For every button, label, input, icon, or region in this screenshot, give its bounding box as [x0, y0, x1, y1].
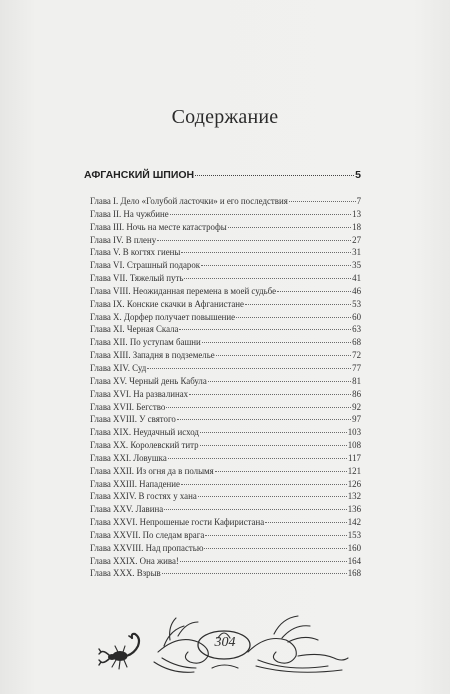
- dot-leader: [228, 227, 351, 228]
- dot-leader: [265, 522, 347, 523]
- dot-leader: [200, 445, 347, 446]
- chapter-page: 97: [352, 414, 361, 425]
- toc-entry: [90, 221, 361, 234]
- palm-vine-ornament: [154, 616, 348, 672]
- chapter-title: Глава X. Дорфер получает повышение: [90, 311, 236, 322]
- toc-entry: [90, 452, 361, 465]
- chapter-page: 126: [347, 478, 361, 489]
- dot-leader: [195, 175, 354, 176]
- dot-leader: [216, 355, 351, 356]
- chapter-page: 132: [347, 491, 361, 502]
- page-number: 304: [214, 635, 236, 650]
- toc-section-heading: [84, 169, 361, 181]
- toc-entry: [90, 465, 361, 478]
- dot-leader: [208, 381, 351, 382]
- section-label: АФГАНСКИЙ ШПИОН: [84, 169, 195, 181]
- chapter-title: Глава XXIX. Она жива!: [90, 555, 179, 566]
- chapter-page: 41: [352, 273, 361, 284]
- toc-entry: [90, 516, 361, 529]
- chapter-page: 72: [352, 350, 361, 361]
- chapter-title: Глава I. Дело «Голубой ласточки» и его последствия: [90, 196, 288, 206]
- chapter-title: Глава IV. В плену: [90, 234, 157, 245]
- toc-entry: [90, 490, 361, 503]
- chapter-title: Глава XXV. Лавина: [90, 504, 164, 515]
- chapter-page: 35: [352, 260, 361, 271]
- chapter-title: Глава XVI. На развалинах: [90, 388, 189, 399]
- dot-leader: [181, 484, 347, 485]
- chapter-page: 46: [352, 285, 361, 296]
- dot-leader: [289, 201, 356, 202]
- chapter-title: Глава XXI. Ловушка: [90, 452, 167, 463]
- dot-leader: [166, 407, 351, 408]
- chapter-page: 53: [352, 298, 361, 309]
- chapter-page: 7: [356, 196, 361, 206]
- chapter-title: Глава XXVI. Непрошеные гости Кафиристана: [90, 517, 265, 528]
- chapter-title: Глава VIII. Неожиданная перемена в моей судьбе: [90, 285, 277, 296]
- chapter-page: 136: [347, 504, 361, 515]
- chapter-page: 27: [352, 234, 361, 245]
- dot-leader: [147, 368, 351, 369]
- dot-leader: [200, 432, 347, 433]
- dot-leader: [181, 252, 351, 253]
- toc-entry: [90, 323, 361, 336]
- toc-entry: [90, 234, 361, 247]
- toc-entry: [90, 503, 361, 516]
- toc-entry: [90, 362, 361, 375]
- chapter-title: Глава XXIV. В гостях у хана: [90, 491, 197, 502]
- toc-entry: [90, 478, 361, 491]
- toc-entry: [90, 285, 361, 298]
- chapter-title: Глава II. На чужбине: [90, 208, 169, 219]
- section-page: 5: [355, 169, 361, 181]
- dot-leader: [162, 573, 347, 574]
- dot-leader: [164, 509, 347, 510]
- dot-leader: [205, 535, 346, 536]
- toc-entry: [90, 426, 361, 439]
- chapter-title: Глава XVIII. У святого: [90, 414, 176, 425]
- dot-leader: [179, 329, 351, 330]
- toc-entry: [90, 349, 361, 362]
- chapter-page: 153: [347, 529, 361, 540]
- chapter-title: Глава IX. Конские скачки в Афганистане: [90, 298, 244, 309]
- toc-entry: [90, 375, 361, 388]
- scorpion-icon: [99, 634, 139, 669]
- toc-entry: [90, 555, 361, 568]
- dot-leader: [201, 265, 351, 266]
- toc-entry: [90, 272, 361, 285]
- chapter-page: 13: [352, 208, 361, 219]
- dot-leader: [184, 278, 351, 279]
- chapter-title: Глава XVII. Бегство: [90, 401, 166, 412]
- toc-entry: [90, 567, 361, 580]
- dot-leader: [157, 240, 351, 241]
- dot-leader: [202, 342, 351, 343]
- chapter-title: Глава XI. Черная Скала: [90, 324, 179, 335]
- toc-entry: [90, 246, 361, 259]
- chapter-page: 121: [347, 465, 361, 476]
- chapter-title: Глава XXVIII. Над пропастью: [90, 542, 204, 553]
- chapter-page: 81: [352, 375, 361, 386]
- toc-entry: [90, 298, 361, 311]
- chapter-title: Глава XXVII. По следам врага: [90, 529, 205, 540]
- dot-leader: [177, 419, 351, 420]
- chapter-page: 63: [352, 324, 361, 335]
- chapter-title: Глава XIX. Неудачный исход: [90, 427, 199, 438]
- toc-entry: [90, 195, 361, 208]
- toc-entry: [90, 208, 361, 221]
- dot-leader: [215, 471, 347, 472]
- chapter-page: 18: [352, 221, 361, 232]
- chapter-title: Глава VII. Тяжелый путь: [90, 273, 184, 284]
- chapter-title: Глава XX. Королевский титр: [90, 440, 199, 451]
- chapter-page: 60: [352, 311, 361, 322]
- chapter-page: 108: [347, 440, 361, 451]
- toc-entry: [90, 439, 361, 452]
- toc-entry: [90, 388, 361, 401]
- toc-entry: [90, 311, 361, 324]
- chapter-page: 103: [347, 427, 361, 438]
- chapter-page: 160: [347, 542, 361, 553]
- dot-leader: [245, 304, 351, 305]
- chapter-page: 117: [348, 452, 361, 463]
- dot-leader: [198, 496, 347, 497]
- chapter-page: 68: [352, 337, 361, 348]
- toc-entry: [90, 259, 361, 272]
- toc-entry: [90, 529, 361, 542]
- toc-entry: [90, 336, 361, 349]
- dot-leader: [189, 394, 351, 395]
- chapter-title: Глава III. Ночь на месте катастрофы: [90, 221, 227, 232]
- dot-leader: [168, 458, 347, 459]
- chapter-page: 77: [352, 362, 361, 373]
- chapter-page: 92: [352, 401, 361, 412]
- chapter-page: 86: [352, 388, 361, 399]
- toc-entry: [90, 542, 361, 555]
- page-title: Содержание: [171, 106, 279, 128]
- toc-entry: [90, 413, 361, 426]
- dot-leader: [277, 291, 351, 292]
- chapter-page: 168: [347, 568, 361, 579]
- chapter-title: Глава XII. По уступам башни: [90, 337, 201, 348]
- chapter-title: Глава XIV. Суд: [90, 362, 147, 373]
- chapter-title: Глава V. В когтях гиены: [90, 247, 181, 258]
- dot-leader: [236, 317, 351, 318]
- chapter-page: 31: [352, 247, 361, 258]
- chapter-title: Глава VI. Страшный подарок: [90, 260, 201, 271]
- table-of-contents: [90, 195, 361, 580]
- chapter-page: 142: [347, 517, 361, 528]
- chapter-title: Глава XXX. Взрыв: [90, 568, 161, 579]
- dot-leader: [204, 548, 346, 549]
- chapter-title: Глава XIII. Западня в подземелье: [90, 350, 215, 361]
- chapter-title: Глава XXII. Из огня да в полымя: [90, 465, 214, 476]
- chapter-title: Глава XXIII. Нападение: [90, 478, 180, 489]
- toc-entry: [90, 401, 361, 414]
- dot-leader: [170, 214, 351, 215]
- chapter-page: 164: [347, 555, 361, 566]
- dot-leader: [180, 561, 347, 562]
- chapter-title: Глава XV. Черный день Кабула: [90, 375, 207, 386]
